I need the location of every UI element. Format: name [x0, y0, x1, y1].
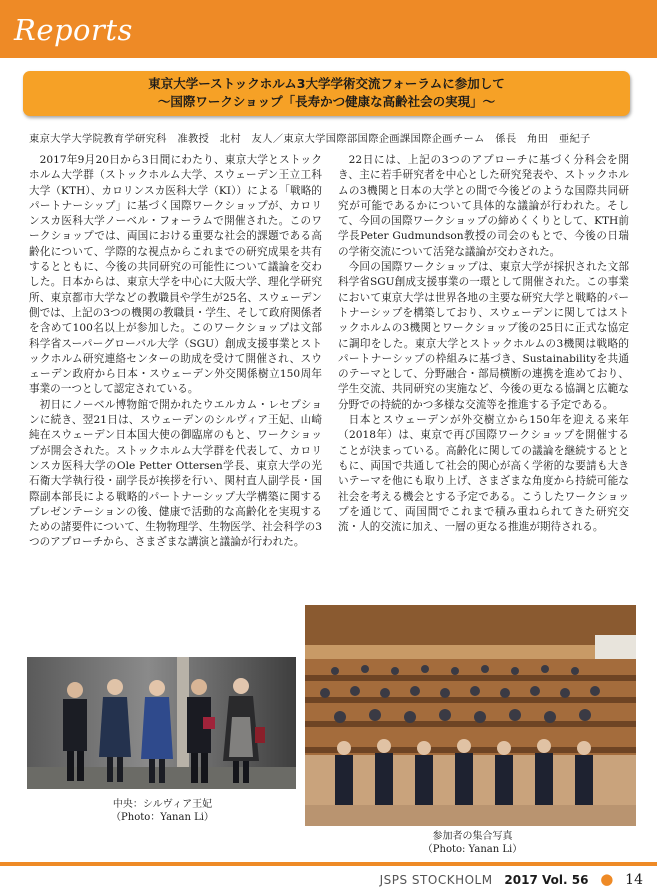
footer — [380, 870, 643, 888]
left-column — [29, 153, 322, 551]
page-number: 14 — [625, 872, 643, 888]
photo1-caption-line1: 中央：シルヴィア王妃 — [112, 799, 213, 810]
section-title: Reports — [14, 13, 133, 47]
paragraph: 日本とスウェーデンが外交樹立から150年を迎える来年（2018年）は、東京で再び国際ワークショップを開催することが決まっている。高齢化に関しての議論を継続するとともに、両国で共通して社会的関心が高く学術的な要請も大きいテーマを他にも取り上げ、さまざまな角度から持続可能な社会を考える機会とする予定である。こうしたワークショップを通じて、両国間でこれまで積み重ねられてきた研究交流・人的交流に加え、一層の更なる推進が期待される。 — [338, 414, 629, 534]
photo1-caption — [100, 798, 225, 824]
paragraph: 22日には、上記の3つのアプローチに基づく分科会を開き、主に若手研究者を中心とした研究発表や、ストックホルムの3機関と日本の大学との間で今後どのような国際共同研究が可能であるかについて具体的な議論が行われた。そして、今回の国際ワークショップの締めくくりとして、KTH前学長Peter Gudmundson教授の司会のもとで、今後の日瑞の学術交流について活発な議論が交わされた。 — [338, 154, 629, 258]
paragraph: 今回の国際ワークショップは、東京大学が採択された文部科学省SGU創成支援事業の一環として開催された。この事業において東京大学は世界各地の主要な研究大学と戦略的パートナーシップを構築しており、スウェーデンに関してはストックホルムの3機関とワークショップ後の25日に正式な協定に調印をした。東京大学とストックホルムの3機関は戦略的パートナーシップの枠組みに基づき、Sustainabilityを共通のテーマとして、分野融合・部局横断の連携を進めており、学生交流、共同研究の実施など、今後の更なる協調と広範な分野での持続的かつ多様な交流等を推進する予定である。 — [338, 261, 629, 411]
header-bar — [0, 0, 657, 58]
paragraph: 初日にノーベル博物館で開かれたウエルカム・レセプションに続き、翌21日は、スウェーデンのシルヴィア王妃、山崎純在スウェーデン日本国大使の御臨席のもと、ワークショップが開会された。ストックホルム大学群を代表して、カロリンスカ医科大学のOle Petter Ottersen学長、東京大学の光石衛大学執行役・副学長が挨拶を行い、関村直人副学長・国際副本部長による戦略的パートナーシップ大学構築に関するプレゼンテーションの後、健康で活動的な高齢化を実現するための諸要件について、生物物理学、生物医学、社会科学の3つのアプローチから、さまざまな講演と議論が行われた。 — [29, 398, 322, 549]
article-title-box — [23, 71, 630, 116]
paragraph: 2017年9月20日から3日間にわたり、東京大学とストックホルム大学群（ストックホルム大学、スウェーデン王立工科大学（KTH）、カロリンスカ医科大学（KI））による「戦略的パートナーシップ」に基づく国際ワークショップが、カロリンスカ医科大学ノーベル・フォーラムで開催された。このワークショップでは、両国における重要な社会的課題である高齢化について、学際的な視点からこれまでの研究成果を共有するとともに、今後の共同研究の可能性について議論を交わした。日本からは、東京大学を中心に大阪大学、理化学研究所、東京都市大学などの教職員や学生が25名、スウェーデン側では、上記の3つの機関の教職員・学生、そして政府関係者を含めて100名以上が参加した。このワークショップは文部科学省スーパーグローバル大学（SGU）創成支援事業とストックホルム研究連絡センターの助成を受けて開催され、スウェーデン政府から日本・スウェーデン外交関係樹立150周年事業の一つとして認定されている。 — [29, 154, 322, 396]
magazine-name: JSPS STOCKHOLM — [379, 873, 493, 887]
photo2-caption — [410, 830, 535, 856]
footer-divider — [0, 862, 657, 866]
right-column — [338, 153, 629, 535]
issue-volume: 2017 Vol. 56 — [504, 873, 589, 887]
bullet-icon: ● — [600, 870, 614, 888]
photo1-caption-line2: （Photo：Yanan Li） — [111, 812, 214, 823]
article-authors: 東京大学大学院教育学研究科 准教授 北村 友人／東京大学国際部国際企画課国際企画チーム 係長 角田 亜紀子 — [29, 133, 591, 145]
photo2-caption-line1: 参加者の集合写真 — [432, 831, 513, 842]
photo2-caption-line2: （Photo: Yanan Li） — [422, 844, 523, 855]
article-title-line2: 〜国際ワークショップ「長寿かつ健康な高齢社会の実現」〜 — [157, 94, 496, 109]
article-title-line1: 東京大学ーストックホルム3大学学術交流フォーラムに参加して — [148, 76, 505, 91]
photo-group-audience — [305, 605, 636, 826]
photo-queen-group — [27, 657, 296, 789]
